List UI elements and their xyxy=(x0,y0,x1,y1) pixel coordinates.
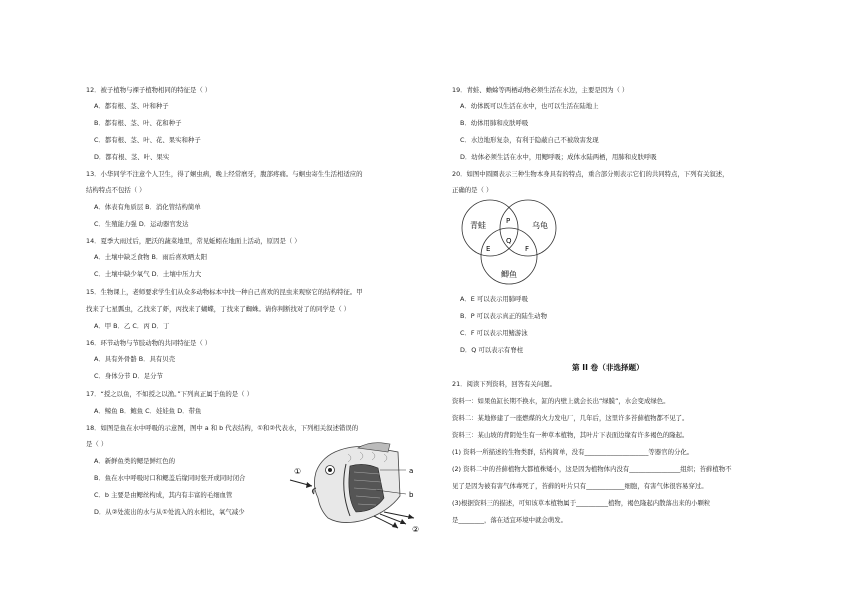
section-title: 第 II 卷（非选择题） xyxy=(572,363,644,372)
question-19-option-a: A．幼体既可以生活在水中，也可以生活在陆地上 xyxy=(460,102,599,110)
sub-question-3: (3)根据资料三的描述，可知该草本植物属于__________植物，褐色隆起内散落出来的小颗粒 xyxy=(452,499,711,507)
question-16: 16．环节动物与节肢动物的共同特征是（ ） xyxy=(86,339,212,347)
question-12-option-c: C．都有根、茎、叶、花、果实和种子 xyxy=(94,136,201,144)
question-19-option-b: B．幼体用肺和皮肤呼吸 xyxy=(460,119,529,127)
question-14-options-cd: C．土壤中缺少氧气 D．土壤中压力大 xyxy=(94,270,202,278)
question-13-cont: 结构特点不包括（ ） xyxy=(86,186,146,194)
label-carp: 鲫鱼 xyxy=(501,270,517,279)
label-e: E xyxy=(486,245,491,253)
question-20-option-d: D．Q 可以表示有脊柱 xyxy=(460,346,524,354)
material-1: 资料一：如果鱼缸长期不换水，缸的内壁上就会长出“绿膜”，水会变成绿色。 xyxy=(452,397,670,405)
label-q: Q xyxy=(506,237,512,245)
label-a: a xyxy=(409,467,414,475)
question-12-option-b: B．都有根、茎、叶、花和种子 xyxy=(94,119,182,127)
question-18-option-b: B．鱼在水中呼吸时口和鳃盖后缘同时张开或同时闭合 xyxy=(94,474,246,482)
label-b: b xyxy=(409,491,414,499)
question-18: 18．如图是鱼在水中呼吸的示意图，图中 a 和 b 代表结构，①和②代表水，下列相关叙述错误的 xyxy=(86,424,359,432)
question-16-options-ab: A．具有外骨骼 B．具有贝壳 xyxy=(94,355,176,363)
question-15: 15．生物课上，老师要求学生们从众多动物标本中找一种自己喜欢的昆虫来观察它的结构特征。甲 xyxy=(86,288,363,296)
sub-question-1: (1) 资料一所描述的生物类群，结构简单，没有____________________等器官的分化。 xyxy=(452,448,694,456)
question-14: 14．夏季大雨过后，肥沃的蔬菜地里，常见蚯蚓在地面上活动，原因是（ ） xyxy=(86,237,301,245)
question-17-options: A．鲸鱼 B．鲍鱼 C．娃娃鱼 D．带鱼 xyxy=(94,407,202,415)
label-turtle: 乌龟 xyxy=(532,221,548,230)
question-20-option-b: B．P 可以表示真正的陆生动物 xyxy=(460,312,547,320)
label-p: P xyxy=(506,217,511,225)
sub-question-2: (2) 资料二中的苔藓植物大都植株矮小，这是因为植物体内没有________________组织；苔藓植物不 xyxy=(452,465,732,473)
fish-respiration-figure xyxy=(288,440,424,534)
question-15-options: A．甲 B．乙 C．丙 D．丁 xyxy=(94,322,170,330)
question-18-option-c: C．b 主要是由鳃丝构成，其内有丰富的毛细血管 xyxy=(94,491,233,499)
question-18-cont: 是（ ） xyxy=(86,440,108,448)
question-19-option-d: D．幼体必须生活在水中，用鳃呼吸；成体水陆两栖，用肺和皮肤呼吸 xyxy=(460,153,657,161)
question-20-option-a: A．E 可以表示用肺呼吸 xyxy=(460,295,528,303)
fish-diagram xyxy=(288,440,424,534)
sub-question-2-cont: 见了是因为被有害气体毒死了，苔藓的叶片只有____________细胞，有害气体很容易穿过。 xyxy=(452,482,708,490)
question-13: 13．小华同学不注意个人卫生，得了蛔虫病，晚上经常磨牙，腹部疼痛。与蛔虫寄生生活相适应的 xyxy=(86,170,363,178)
label-f: F xyxy=(525,245,530,253)
question-14-options-ab: A．土壤中缺乏食物 B．雨后喜欢晒太阳 xyxy=(94,253,208,261)
question-19: 19．青蛙、蟾蜍等两栖动物必须生活在水边，主要是因为（ ） xyxy=(452,86,629,94)
question-12-option-a: A．都有根、茎、叶和种子 xyxy=(94,102,169,110)
material-3: 资料三：某山坡的背阴处生有一种草本植物，其叶片下表面边缘有许多褐色的隆起。 xyxy=(452,431,689,439)
label-water-2: ② xyxy=(412,525,420,534)
sub-question-3-cont: 是________，落在适宜环境中就会萌发。 xyxy=(452,516,568,524)
question-20-option-c: C．F 可以表示用鳍游泳 xyxy=(460,329,528,337)
venn-diagram xyxy=(450,198,574,286)
question-18-option-d: D．从②处流出的水与从①处流入的水相比，氧气减少 xyxy=(94,508,245,516)
question-17: 17．“授之以鱼，不如授之以渔。”下列真正属于鱼的是（ ） xyxy=(86,390,253,398)
material-2: 资料二：某地修建了一座燃煤的火力发电厂，几年后，这里许多苔藓植物都不见了。 xyxy=(452,414,689,422)
question-13-options-ab: A．体表有角质层 B．消化管结构简单 xyxy=(94,203,201,211)
label-water-1: ① xyxy=(294,467,302,476)
question-20-cont: 正确的是（ ） xyxy=(452,186,493,194)
question-20: 20．如图中圆圈表示三种生物本身具有的特点，重合部分则表示它们的共同特点，下列有关叙述， xyxy=(452,170,729,178)
question-21: 21．阅读下列资料，回答有关问题。 xyxy=(452,380,556,388)
question-15-cont: 找来了七星瓢虫，乙找来了虾，丙找来了蝴蝶，丁找来了蜘蛛。请你判断找对了的同学是（ ） xyxy=(86,305,351,313)
question-18-option-a: A．新鲜鱼类的鳃是鲜红色的 xyxy=(94,457,176,465)
question-13-options-cd: C．生殖能力强 D．运动器官发达 xyxy=(94,220,189,228)
question-12: 12．被子植物与裸子植物相同的特征是（ ） xyxy=(86,86,212,94)
label-frog: 青蛙 xyxy=(470,221,486,230)
question-12-option-d: D．都有根、茎、叶、果实 xyxy=(94,153,170,161)
question-16-options-cd: C．身体分节 D．足分节 xyxy=(94,372,163,380)
question-19-option-c: C．水边地形复杂，有利于隐蔽自己不被敌害发现 xyxy=(460,136,599,144)
